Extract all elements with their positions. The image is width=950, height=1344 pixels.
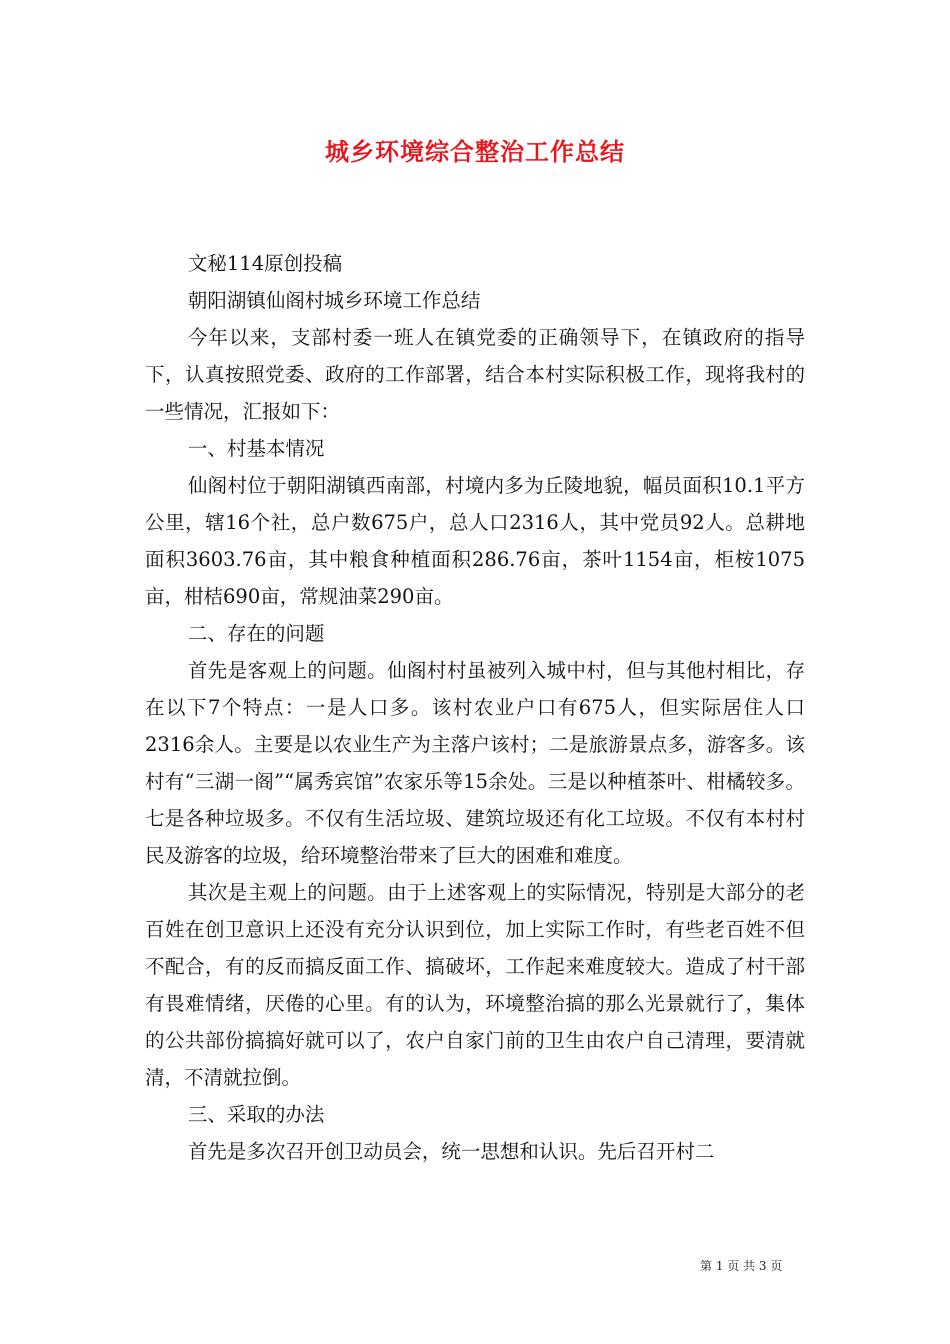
section-heading-2: 二、存在的问题	[187, 622, 325, 645]
paragraph-subtitle: 朝阳湖镇仙阁村城乡环境工作总结	[187, 289, 481, 312]
paragraph-village-info: 仙阁村位于朝阳湖镇西南部，村境内多为丘陵地貌，幅员面积10.1平方公里，辖16个社，总户数675户，总人口2316人，其中党员92人。总耕地面积3603.76亩，其中粮食种植面积286.76亩，茶叶1154亩，柜桉1075亩，柑桔690亩，常规油菜290亩。	[145, 474, 805, 608]
document-body	[145, 245, 805, 1170]
paragraph-intro: 今年以来，支部村委一班人在镇党委的正确领导下，在镇政府的指导下，认真按照党委、政府的工作部署，结合本村实际积极工作，现将我村的一些情况，汇报如下：	[145, 326, 805, 423]
paragraph-measures: 首先是多次召开创卫动员会，统一思想和认识。先后召开村二	[187, 1140, 715, 1163]
paragraph-objective-problems: 首先是客观上的问题。仙阁村村虽被列入城中村，但与其他村相比，存在以下7个特点：一是人口多。该村农业户口有675人，但实际居住人口2316余人。主要是以农业生产为主落户该村；二是旅游景点多，游客多。该村有“三湖一阁”“属秀宾馆”农家乐等15余处。三是以种植茶叶、柑橘较多。七是各种垃圾多。不仅有生活垃圾、建筑垃圾还有化工垃圾。不仅有本村村民及游客的垃圾，给环境整治带来了巨大的困难和难度。	[145, 659, 805, 867]
paragraph-subjective-problems: 其次是主观上的问题。由于上述客观上的实际情况，特别是大部分的老百姓在创卫意识上还没有充分认识到位，加上实际工作时，有些老百姓不但不配合，有的反而搞反面工作、搞破坏，工作起来难度较大。造成了村干部有畏难情绪，厌倦的心里。有的认为，环境整治搞的那么光景就行了，集体的公共部份搞搞好就可以了，农户自家门前的卫生由农户自己清理，要清就清，不清就拉倒。	[145, 881, 805, 1089]
section-heading-1: 一、村基本情况	[187, 437, 325, 460]
page-number: 第 1 页 共 3 页	[700, 1259, 783, 1273]
document-title: 城乡环境综合整治工作总结	[325, 138, 625, 166]
paragraph-source: 文秘114原创投稿	[187, 252, 343, 275]
section-heading-3: 三、采取的办法	[187, 1103, 325, 1126]
